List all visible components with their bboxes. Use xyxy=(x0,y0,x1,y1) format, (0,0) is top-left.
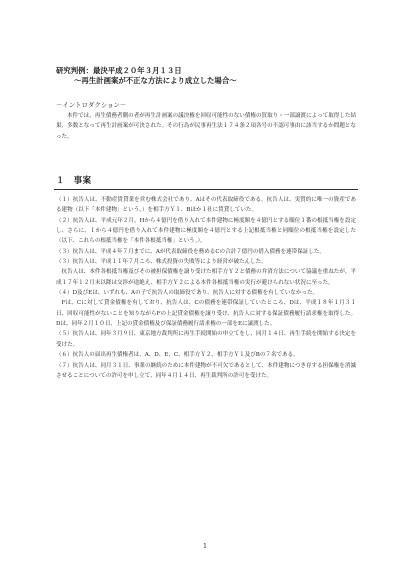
paragraph-1: （１）抗告人は、不動産賃貸業を営む株式会社であり、Aはその代表取締役である。抗告人は、実質的に唯一の資産である建物（以下「本件建物」という。）を相手方Ｙ１、Bほか１社に賃貸していた。 xyxy=(56,197,356,214)
paragraph-4: （３）抗告人は、平成１１年７月ころ、株式投資の失敗等により経営が破たんした。 xyxy=(56,259,267,266)
paragraph-7: Fは、Cに対して貸金債権を有しており、抗告人は、Cの債務を連帯保証していたところ、Dは、平成１８年１月３１日、回収可能性がないことを知りながらFの上記貸金債権を譲り受け、抗告人に対する保証債務履行請求権を取得した。Dは、同年２月１０日、上記の貸金債権及び保証債務履行請求権の一部をEに譲渡した。 xyxy=(56,300,356,328)
paragraph-8: （５）抗告人は、同年３月９日、東京地方裁判所に再生手続開始の申立てをし、同月１４日、再生手続を開始する決定を受けた。 xyxy=(56,331,356,348)
document-heading xyxy=(56,66,356,86)
intro-title: －イントロダクション－ xyxy=(56,101,127,109)
page-number: 1 xyxy=(203,543,207,550)
heading-line-1: 研究判例：最決平成２０年３月１３日 xyxy=(56,66,182,75)
intro-body xyxy=(56,111,356,142)
intro-paragraph: 本件では、再生債務者側の者が再生計画案の議決権を回収可能性のない債権の買取り・一部譲渡によって取得した結果、多数となって再生計画案が可決された。その行為が民事再生法１７４条２項各号の不認可事由に該当するか問題となった。 xyxy=(56,113,356,140)
paragraph-6: （４）D及びEは、いずれも、Aの子で抗告人の取締役であり、抗告人に対する債権を有していなかった。 xyxy=(56,290,319,297)
heading-line-2: 〜再生計画案が不正な方法により成立した場合〜 xyxy=(74,76,237,85)
paragraph-2: （２）抗告人は、平成元年２月、Hから４億円を借り入れて本件建物に極度額を４億円とする順位１番の根抵当権を設定し、さらに、Ｉから４億円を借り入れて本件建物に極度額を４億円とする上記根抵当権と同順位の根抵当権を設定した（以下、これらの根抵当権を「本件各根抵当権」という。）。 xyxy=(56,217,356,245)
paragraph-9 xyxy=(56,350,356,360)
paragraph-3: （３）抗告人は、平成４年７月までに、Aが代表取締役を務めるCの合計７億円の借入債務を連帯保証した。 xyxy=(56,248,325,255)
section-divider xyxy=(54,189,358,190)
case-facts-body xyxy=(56,195,356,381)
paragraph-10: （７）抗告人は、同月３１日、事業の継続のために本件建物が不可欠であるとして、本件建物につき存する担保権を消滅させることについての許可を申し立て、同年４月１４日、再生裁判所の許可を受けた。 xyxy=(56,362,356,379)
paragraph-5: 抗告人は、本件各根抵当権及びその被担保債権を譲り受けた相手方Ｙ２と債務の弁済方法について協議を重ねたが、平成１７年１２月末以降は交渉が途絶え、相手方Ｙ２による本件各根抵当権の実行が避けられない状況に至った。 xyxy=(56,269,356,286)
paragraph-9-text: （６）抗告人の届出再生債権者は、A、D、E、C、相手方Ｙ２、相手方Ｙ１及びBの７名である。 xyxy=(56,352,299,359)
section-title: １ 事案 xyxy=(56,175,92,185)
